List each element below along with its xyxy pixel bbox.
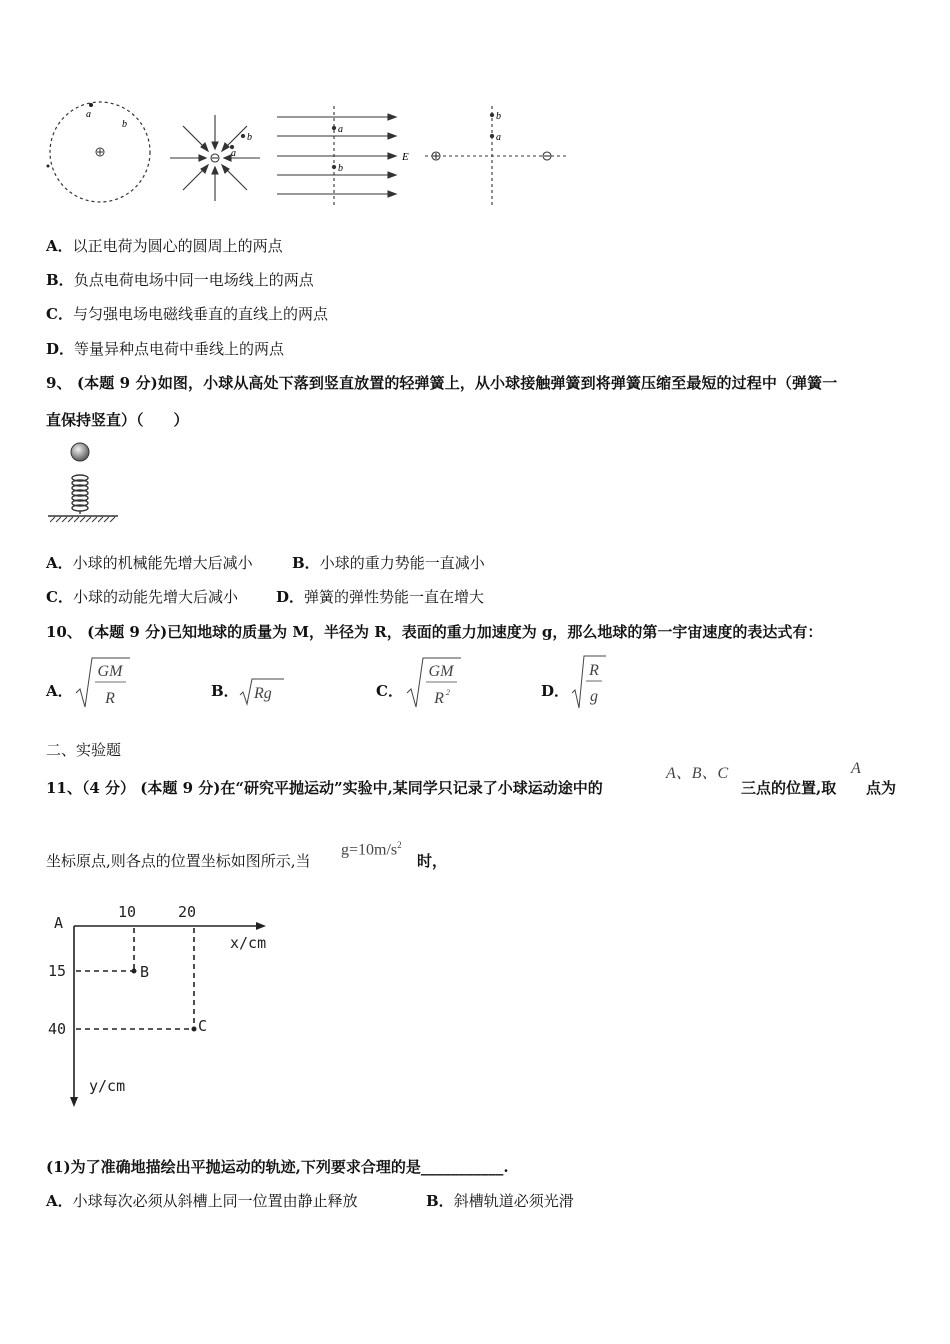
q10-b-expr: Rg — [254, 685, 272, 702]
q11-points-abc: A、B、C — [666, 765, 729, 782]
q11-graph-y-axis-label: y/cm — [89, 1077, 126, 1095]
q10-c-numerator: GM — [428, 663, 454, 680]
q10-option-a-key: A． — [46, 682, 73, 700]
q9-option-c: C．小球的动能先增大后减小 — [46, 588, 238, 606]
q10-c-denominator: R — [434, 690, 444, 707]
q9-stem-line1: 9、 (本题 9 分)如图，小球从高处下落到竖直放置的轻弹簧上，从小球接触弹簧到将弹簧压缩至最短的过程中（弹簧一 — [46, 374, 838, 392]
q10-c-exponent: 2 — [446, 688, 450, 697]
q10-option-c-key: C． — [376, 682, 403, 700]
q8-fig1-circle — [47, 102, 151, 202]
q10-a-denominator: R — [105, 690, 115, 707]
q11-graph-x-tick-10: 10 — [118, 903, 137, 921]
q11-graph-origin-label: A — [54, 914, 64, 932]
q11-stem-mid: 三点的位置,取 — [741, 779, 837, 797]
q11-stem-line2-post: 时， — [417, 852, 448, 870]
q11-stem-pre: 11、（4 分） (本题 9 分)在“研究平抛运动”实验中,某同学只记录了小球运动途中的 — [46, 779, 603, 797]
q11-stem-post: 点为 — [866, 779, 897, 797]
q9-stem-line2: 直保持竖直）（ ） — [46, 411, 189, 429]
q9-option-d: D．弹簧的弹性势能一直在增大 — [276, 588, 485, 606]
q11-point-a: A — [851, 760, 861, 777]
q8-option-b: B．负点电荷电场中同一电场线上的两点 — [46, 271, 314, 289]
q8-fig4-label-b: b — [496, 111, 501, 122]
q10-d-numerator: R — [589, 662, 599, 679]
q10-option-d-formula — [570, 653, 610, 711]
q9-option-b: B．小球的重力势能一直减小 — [292, 554, 485, 572]
q11-graph-point-c-label: C — [198, 1017, 208, 1035]
section-heading-experiment: 二、实验题 — [46, 741, 122, 759]
q11-subquestion-1: (1)为了准确地描绘出平抛运动的轨迹,下列要求合理的是___________. — [46, 1158, 509, 1176]
q8-fig3-label-a: a — [338, 124, 343, 135]
q8-fig3-uniform-field — [277, 106, 396, 206]
q8-option-d: D．等量异种点电荷中垂线上的两点 — [46, 340, 285, 358]
q8-figure — [40, 100, 580, 210]
q10-option-c-formula — [405, 655, 465, 711]
q11-graph-y-tick-40: 40 — [48, 1020, 67, 1038]
q10-d-denominator: g — [590, 688, 598, 705]
q10-option-b-formula — [238, 676, 288, 706]
q8-fig2-negative-charge — [170, 115, 260, 201]
q8-option-a: A．以正电荷为圆心的圆周上的两点 — [46, 237, 283, 255]
q11-option-b: B．斜槽轨道必须光滑 — [426, 1192, 574, 1210]
q11-graph-x-axis-label: x/cm — [230, 934, 267, 952]
q11-option-a: A．小球每次必须从斜槽上同一位置由静止释放 — [46, 1192, 358, 1210]
q8-fig2-label-a: a — [231, 148, 236, 159]
q11-stem-line2-pre: 坐标原点,则各点的位置坐标如图所示,当 — [46, 852, 311, 870]
q9-option-a: A．小球的机械能先增大后减小 — [46, 554, 253, 572]
q8-fig3-label-b: b — [338, 163, 343, 174]
q11-g-expression: $g=10m/s^2$ — [341, 840, 402, 859]
q10-option-b-key: B． — [211, 682, 239, 700]
q10-stem: 10、 (本题 9 分)已知地球的质量为 M，半径为 R，表面的重力加速度为 g，那么地球的第一宇宙速度的表达式有： — [46, 623, 823, 641]
q10-option-a-formula — [74, 655, 134, 711]
q8-fig4-label-a: a — [496, 132, 501, 143]
q11-graph-x-tick-20: 20 — [178, 903, 197, 921]
q11-coordinate-graph — [44, 895, 294, 1115]
q9-spring-figure — [44, 440, 124, 526]
q8-fig2-label-b: b — [247, 132, 252, 143]
q8-option-c: C．与匀强电场电磁线垂直的直线上的两点 — [46, 305, 328, 323]
q10-a-numerator: GM — [97, 663, 123, 680]
q8-fig1-label-a: a — [86, 109, 91, 120]
q8-fig3-label-E: E — [402, 151, 409, 163]
q10-option-d-key: D． — [541, 682, 570, 700]
q11-graph-y-tick-15: 15 — [48, 962, 67, 980]
q11-graph-point-b-label: B — [140, 963, 150, 981]
q8-fig1-label-b: b — [122, 119, 127, 130]
